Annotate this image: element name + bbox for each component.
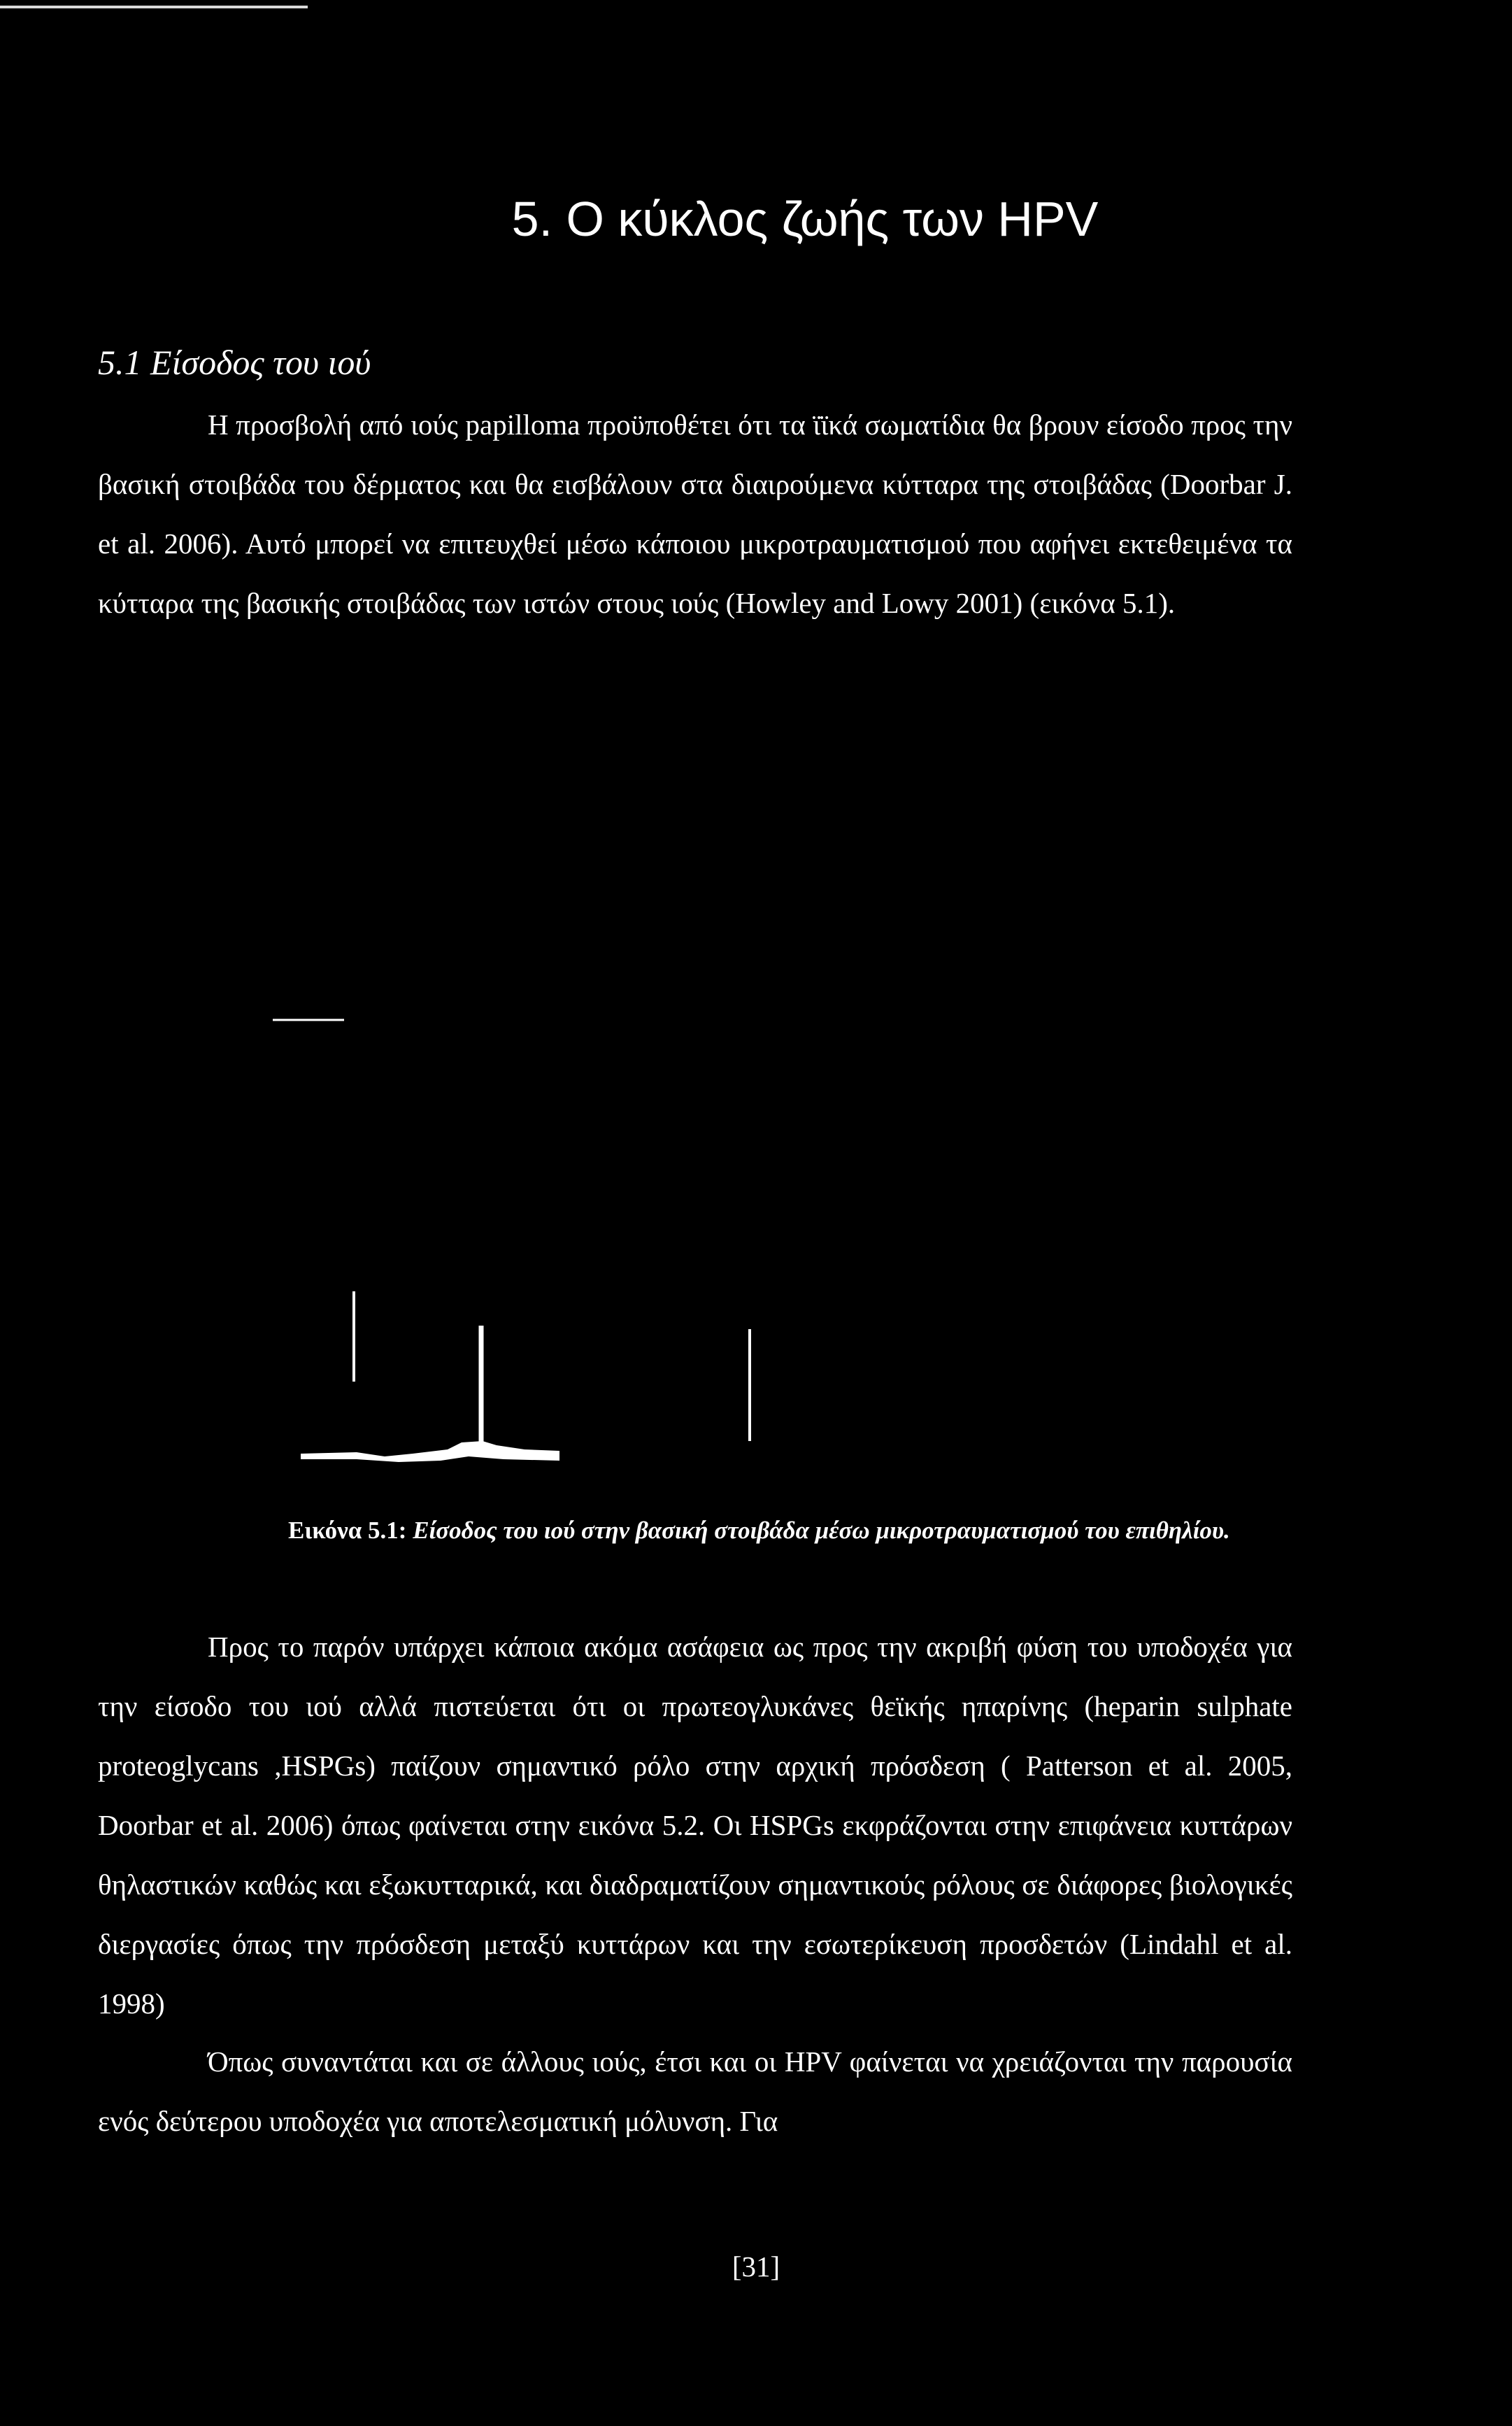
chapter-title: 5. Ο κύκλος ζωής των HPV (511, 192, 1099, 246)
paragraph-receptor: Προς το παρόν υπάρχει κάποια ακόμα ασάφεια ως προς την ακριβή φύση του υποδοχέα για την είσοδο του ιού αλλά πιστεύεται ότι οι πρωτεογλυκάνες θεϊκής ηπαρίνης (heparin sulphate proteoglycans ,HSPGs) παίζουν σημαντικό ρόλο στην αρχική πρόσδεση ( Patterson et al. 2005, Doorbar et al. 2006) όπως φαίνεται στην εικόνα 5.2. Οι HSPGs εκφράζονται στην επιφάνεια κυττάρων θηλαστικών καθώς και εξωκυτταρικά, και διαδραματίζουν σημαντικούς ρόλους σε διάφορες βιολογικές διεργασίες όπως την πρόσδεση μεταξύ κυττάρων και την εσωτερίκευση προσδετών (Lindahl et al. 1998) (98, 1631, 1292, 2020)
figure-vertical-marks (354, 1291, 750, 1449)
figure-base-shape (301, 1441, 559, 1462)
figure-caption-label: Εικόνα 5.1: (288, 1517, 407, 1544)
top-rule (0, 6, 308, 8)
section-title: 5.1 Είσοδος του ιού (98, 343, 371, 382)
paragraph-second-receptor: Όπως συναντάται και σε άλλους ιούς, έτσι και οι HPV φαίνεται να χρειάζονται την παρουσία ενός δεύτερου υποδοχέα για αποτελεσματική μόλυνση. Για (98, 2045, 1292, 2137)
paragraph-intro: Η προσβολή από ιούς papilloma προϋποθέτει ότι τα ϊϊκά σωματίδια θα βρουν είσοδο προς την βασική στοιβάδα του δέρματος και θα εισβάλουν στα διαιρούμενα κύτταρα της στοιβάδας (Doorbar J. et al. 2006). Αυτό μπορεί να επιτευχθεί μέσω κάποιου μικροτραυματισμού που αφήνει εκτεθειμένα τα κύτταρα της βασικής στοιβάδας των ιστών στους ιούς (Howley and Lowy 2001) (εικόνα 5.1). (98, 409, 1292, 619)
figure-caption-text: Είσοδος του ιού στην βασική στοιβάδα μέσω μικροτραυματισμού του επιθηλίου. (413, 1517, 1230, 1544)
figure-5-1-image (273, 986, 832, 1476)
figure-5-1 (273, 986, 832, 1476)
page-number: [31] (732, 2250, 780, 2283)
figure-caption (288, 1511, 1230, 1550)
